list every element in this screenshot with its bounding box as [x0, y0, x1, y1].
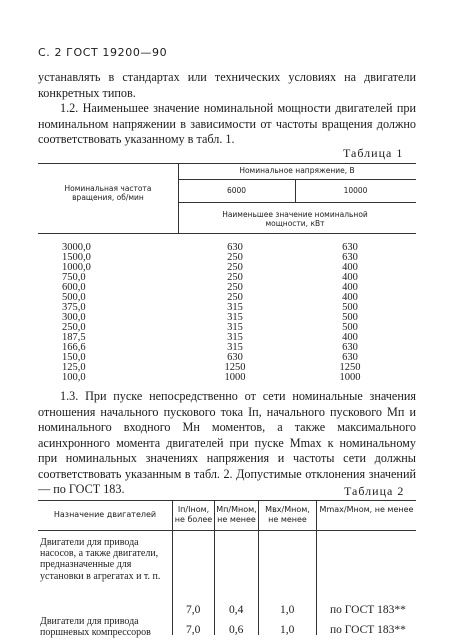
- table1-power-header: Наименьшее значение номинальной мощности, кВт: [222, 210, 368, 228]
- table1-speed-header: Номинальная частота вращения, об/мин: [64, 184, 152, 202]
- table2-col-name: Назначение двигателей: [53, 510, 157, 519]
- table-cell: 7,0: [186, 624, 201, 636]
- table-cell: 400: [342, 272, 358, 283]
- paragraph-continued: устанавлять в стандартах или технических условиях на двигатели конкретных типов.: [38, 70, 416, 100]
- table-cell: 500: [342, 312, 358, 323]
- table-cell: 500: [342, 322, 358, 333]
- table-cell: 750,0: [62, 272, 86, 283]
- table-cell: 1000: [339, 372, 361, 383]
- table-cell: 400: [342, 292, 358, 303]
- table1-voltage-6000: 6000: [226, 186, 247, 195]
- table-cell: 187,5: [62, 332, 86, 343]
- table1-rule: [178, 202, 416, 203]
- table-cell: 1,0: [280, 624, 295, 636]
- table-cell: 250,0: [62, 322, 86, 333]
- table-cell: по ГОСТ 183**: [330, 604, 406, 616]
- table-cell: 0,6: [229, 624, 244, 636]
- table-cell: 500: [342, 302, 358, 313]
- table2-col-3: Mп/Mном, не менее: [216, 505, 257, 524]
- table-cell: 400: [342, 282, 358, 293]
- table-cell: 315: [227, 342, 243, 353]
- table-cell: 315: [227, 332, 243, 343]
- table-cell: 375,0: [62, 302, 86, 313]
- table2-col-5: Mmax/Mном, не менее: [319, 505, 414, 514]
- table-cell: 630: [342, 242, 358, 253]
- table2-head-rule: [38, 530, 416, 531]
- table-cell: 1,0: [280, 604, 295, 616]
- table-cell: 100,0: [62, 372, 86, 383]
- table-cell: 1250: [339, 362, 361, 373]
- table-cell: 600,0: [62, 282, 86, 293]
- table-cell: 400: [342, 332, 358, 343]
- table-cell: 1000: [224, 372, 246, 383]
- table-cell: 300,0: [62, 312, 86, 323]
- table2-col-2: Iп/Iном, не более: [174, 505, 213, 524]
- table-cell: 400: [342, 262, 358, 273]
- table-cell: 630: [342, 252, 358, 263]
- table-cell: 1000,0: [62, 262, 91, 273]
- table-cell: 7,0: [186, 604, 201, 616]
- table-cell: 3000,0: [62, 242, 91, 253]
- page-header: С. 2 ГОСТ 19200—90: [38, 46, 168, 59]
- table2-row-name: Двигатели для привода насосов, а также двигатели, предназначенные для установки в агрегатах и т. п.: [40, 537, 161, 582]
- table-cell: 630: [227, 242, 243, 253]
- table-cell: 250: [227, 272, 243, 283]
- table-cell: 0,4: [229, 604, 244, 616]
- table1-caption: Таблица 1: [343, 146, 404, 160]
- table-cell: по ГОСТ 183**: [330, 624, 406, 636]
- table-cell: 315: [227, 312, 243, 323]
- table-cell: 250: [227, 262, 243, 273]
- table2-vrule: [316, 500, 317, 635]
- table-cell: 315: [227, 322, 243, 333]
- table-cell: 250: [227, 292, 243, 303]
- table1-top-rule: [38, 163, 416, 164]
- table1-rule: [178, 179, 416, 180]
- table1-voltage-header: Номинальное напряжение, В: [239, 166, 355, 175]
- table-cell: 630: [342, 352, 358, 363]
- table-cell: 500,0: [62, 292, 86, 303]
- table-cell: 630: [227, 352, 243, 363]
- paragraph-1-2: 1.2. Наименьшее значение номинальной мощности двигателей при номинальном напряжении в зависимости от частоты вращения должно соответствовать указанному в табл. 1.: [38, 101, 416, 146]
- table-cell: 250: [227, 282, 243, 293]
- table2-row-name: Двигатели для привода поршневых компрессоров: [40, 616, 151, 639]
- table-cell: 250: [227, 252, 243, 263]
- table2-caption: Таблица 2: [344, 484, 405, 498]
- table-cell: 166,6: [62, 342, 86, 353]
- table-cell: 1250: [224, 362, 246, 373]
- table-cell: 315: [227, 302, 243, 313]
- table-cell: 630: [342, 342, 358, 353]
- table2-col-4: Mвх/Mном, не менее: [265, 505, 310, 524]
- table1-voltage-10000: 10000: [343, 186, 368, 195]
- paragraph-1-3: 1.3. При пуске непосредственно от сети номинальные значения отношения начального пускового тока Iп, начального пускового Mп и номинального входного Mн моментов, а также максимального асинхронного момента двигателей при пуске Mmax к номинальному при номинальных значениях напряжения и частоты сети должны соответствовать указанным в табл. 2. Допустимые отклонения значений — по ГОСТ 183.: [38, 389, 416, 496]
- table1-head-rule: [38, 233, 416, 234]
- table-cell: 150,0: [62, 352, 86, 363]
- table-cell: 1500,0: [62, 252, 91, 263]
- table2-top-rule: [38, 500, 416, 501]
- table-cell: 125,0: [62, 362, 86, 373]
